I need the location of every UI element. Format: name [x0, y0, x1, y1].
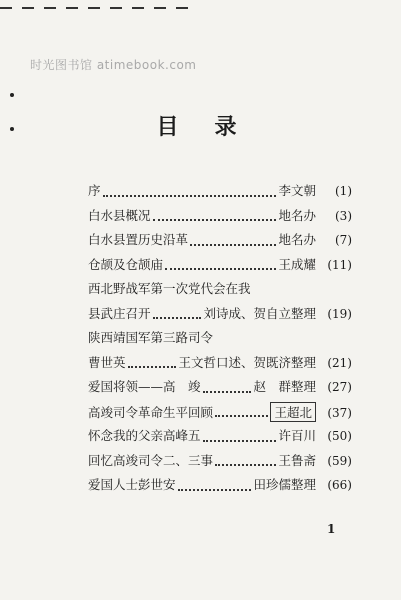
entry-title: 爱国人士彭世安	[88, 477, 176, 492]
entry-title: 县武庄召开	[88, 305, 151, 321]
entry-title: 西北野战军第一次党代会在我	[88, 281, 251, 296]
leader-dots	[190, 243, 276, 246]
leader-dots	[103, 194, 277, 197]
entry-title: 仓颉及仓颉庙	[88, 256, 164, 272]
toc-entry	[88, 230, 352, 255]
entry-page: (59)	[327, 453, 352, 468]
entry-page: (21)	[327, 355, 352, 370]
leader-dots	[153, 218, 277, 221]
leader-dots	[215, 463, 276, 466]
entry-page: (11)	[327, 257, 352, 272]
entry-page: (27)	[327, 380, 352, 394]
entry-author: 田珍儒整理	[253, 477, 316, 492]
toc-entry	[88, 402, 352, 427]
toc-entry	[88, 181, 352, 206]
toc-entry	[88, 451, 352, 476]
entry-author: 王鲁斋	[278, 452, 316, 468]
toc-entry	[88, 377, 352, 402]
entry-author: 地名办	[278, 207, 316, 223]
toc-entry	[88, 279, 352, 304]
entry-page: (50)	[327, 429, 352, 443]
table-of-contents	[88, 181, 352, 500]
entry-page: (1)	[335, 184, 352, 198]
entry-author: 地名办	[278, 232, 316, 247]
entry-title: 高竣司令革命生平回顾	[88, 404, 214, 420]
page-title: 目录	[156, 115, 273, 140]
leader-dots	[178, 488, 252, 491]
page-number: 1	[327, 522, 336, 536]
entry-author: 王成耀	[278, 256, 316, 272]
entry-title: 怀念我的父亲高峰五	[88, 428, 201, 443]
toc-entry	[88, 328, 352, 353]
entry-author: 王文哲口述、贺既济整理	[178, 354, 316, 370]
leader-dots	[215, 414, 268, 417]
entry-author: 刘诗成、贺自立整理	[203, 305, 316, 321]
entry-title: 曹世英	[88, 354, 126, 370]
entry-title: 白水县概况	[88, 207, 151, 223]
toc-entry	[88, 475, 352, 500]
toc-entry	[88, 206, 352, 231]
watermark: 时光图书馆 atimebook.com	[30, 58, 197, 72]
leader-dots	[203, 390, 252, 393]
entry-title: 爱国将领——高 竣	[88, 379, 201, 394]
entry-title: 陕西靖国军第三路司令	[88, 330, 214, 345]
toc-entry	[88, 426, 352, 451]
margin-mark	[10, 93, 14, 97]
entry-page: (7)	[335, 233, 352, 247]
leader-dots	[153, 316, 202, 319]
entry-title: 白水县置历史沿革	[88, 232, 189, 247]
toc-entry	[88, 353, 352, 378]
entry-page: (66)	[327, 478, 352, 492]
leader-dots	[128, 365, 177, 368]
toc-entry	[88, 304, 352, 329]
leader-dots	[203, 439, 277, 442]
entry-page: (3)	[335, 208, 352, 223]
entry-author: 王超北	[270, 402, 316, 422]
entry-author: 赵 群整理	[253, 379, 316, 394]
entry-page: (19)	[327, 306, 352, 321]
entry-title: 回忆高竣司令二、三事	[88, 452, 214, 468]
leader-dots	[165, 267, 276, 270]
top-dash-rule	[0, 7, 190, 9]
entry-author: 许百川	[278, 428, 316, 443]
entry-title: 序	[88, 183, 101, 198]
toc-entry	[88, 255, 352, 280]
entry-page: (37)	[327, 405, 352, 420]
entry-author: 李文朝	[278, 183, 316, 198]
